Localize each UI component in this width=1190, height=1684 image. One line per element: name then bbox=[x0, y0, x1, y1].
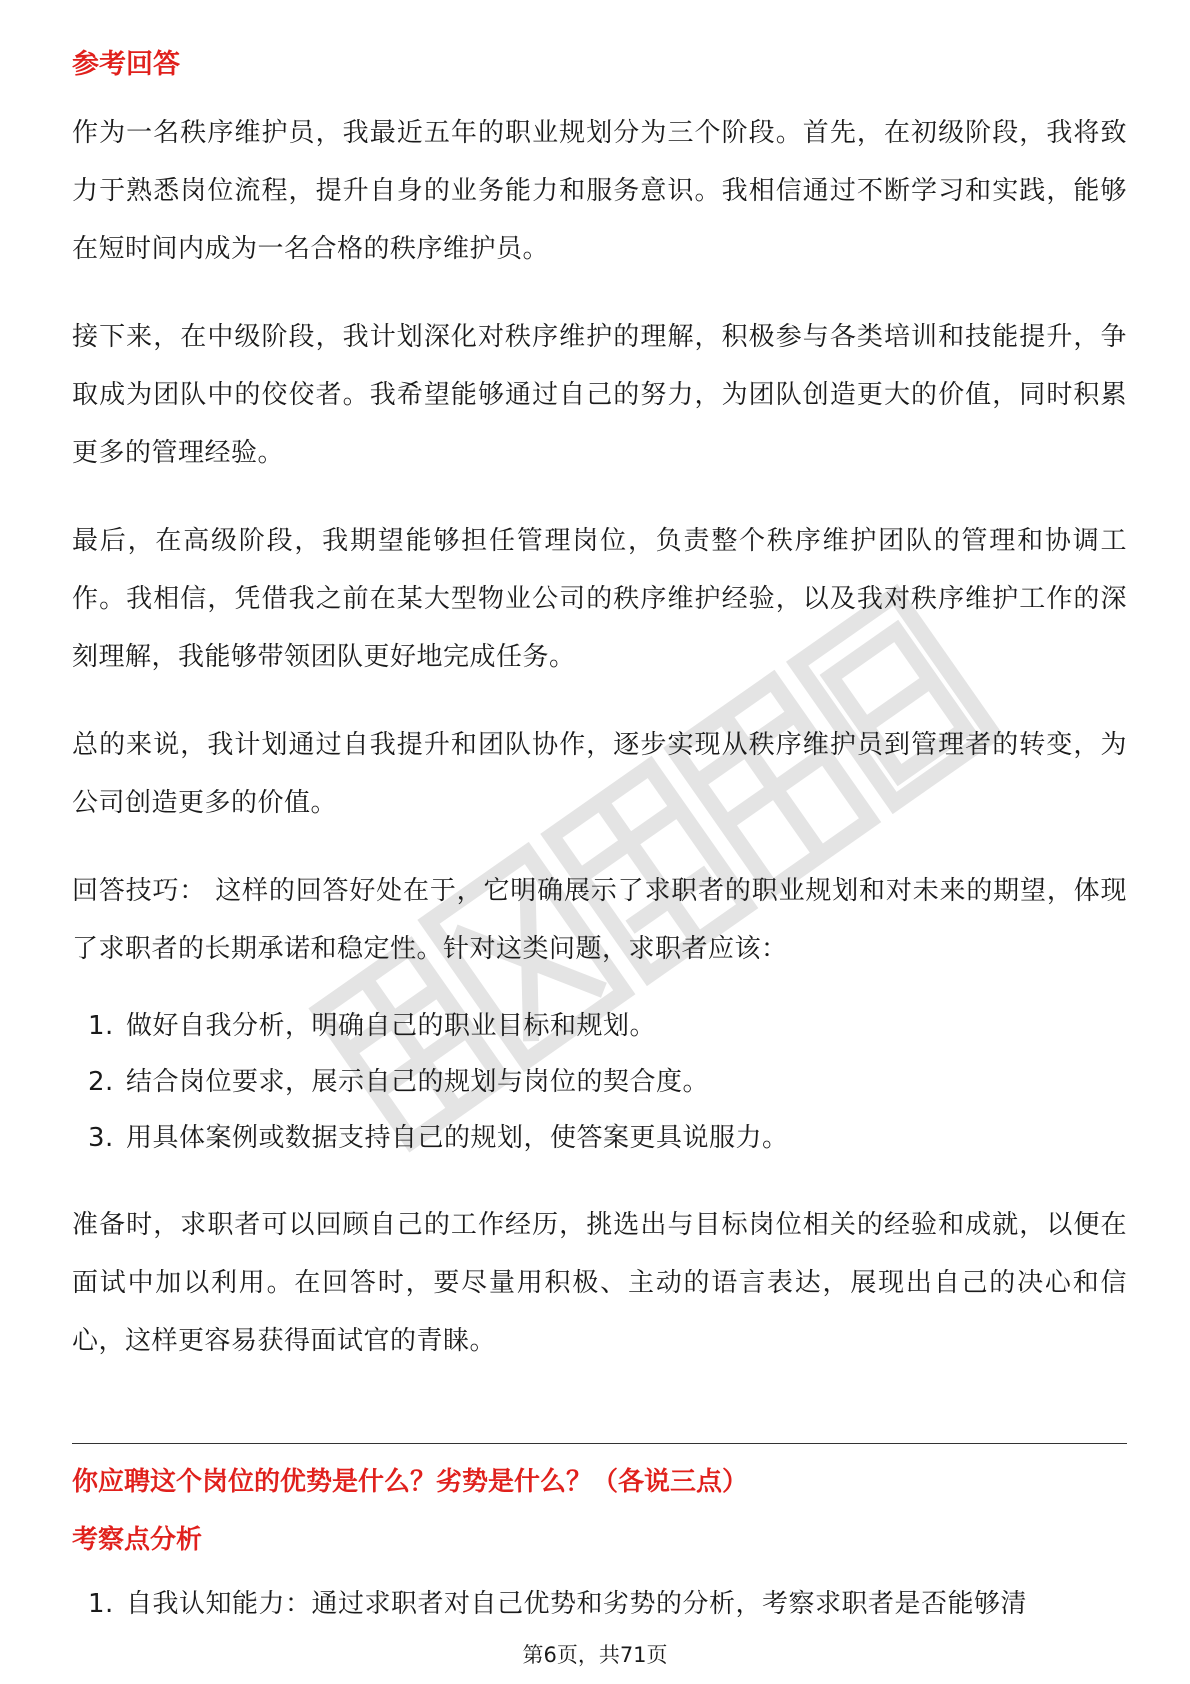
list-item bbox=[72, 1110, 1127, 1166]
tips-paragraph: 回答技巧： 这样的回答好处在于，它明确展示了求职者的职业规划和对未来的期望，体现了求职者的长期承诺和稳定性。针对这类问题，求职者应该： bbox=[72, 876, 1127, 964]
list-item bbox=[72, 1054, 1127, 1110]
analysis-list-item bbox=[88, 1584, 1027, 1624]
list-item-text: 做好自我分析，明确自己的职业目标和规划。 bbox=[126, 1011, 657, 1041]
analysis-heading: 考察点分析 bbox=[72, 1525, 203, 1555]
reference-answer-heading: 参考回答 bbox=[72, 49, 180, 80]
page-number-footer: 第6页，共71页 bbox=[522, 1643, 668, 1667]
answer-paragraph-1: 作为一名秩序维护员，我最近五年的职业规划分为三个阶段。首先，在初级阶段，我将致力于熟悉岗位流程，提升自身的业务能力和服务意识。我相信通过不断学习和实践，能够在短时间内成为一名合格的秩序维护员。 bbox=[72, 118, 1127, 264]
list-item-number: 1. bbox=[88, 1011, 114, 1041]
list-item-text: 自我认知能力：通过求职者对自己优势和劣势的分析，考察求职者是否能够清 bbox=[126, 1589, 1028, 1619]
tips-list bbox=[72, 998, 1127, 1166]
list-item-number: 3. bbox=[88, 1123, 114, 1153]
main-content bbox=[72, 46, 1127, 1370]
list-item-text: 用具体案例或数据支持自己的规划，使答案更具说服力。 bbox=[126, 1123, 789, 1153]
answer-paragraph-3: 最后，在高级阶段，我期望能够担任管理岗位，负责整个秩序维护团队的管理和协调工作。我相信，凭借我之前在某大型物业公司的秩序维护经验，以及我对秩序维护工作的深刻理解，我能够带领团队更好地完成任务。 bbox=[72, 526, 1127, 672]
answer-paragraph-4: 总的来说，我计划通过自我提升和团队协作，逐步实现从秩序维护员到管理者的转变，为公司创造更多的价值。 bbox=[72, 730, 1127, 818]
list-item bbox=[72, 998, 1127, 1054]
list-item-number: 1. bbox=[88, 1589, 114, 1619]
section-divider bbox=[72, 1443, 1127, 1444]
preparation-paragraph: 准备时，求职者可以回顾自己的工作经历，挑选出与目标岗位相关的经验和成就，以便在面试中加以利用。在回答时，要尽量用积极、主动的语言表达，展现出自己的决心和信心，这样更容易获得面试官的青睐。 bbox=[72, 1210, 1127, 1356]
answer-paragraph-2: 接下来，在中级阶段，我计划深化对秩序维护的理解，积极参与各类培训和技能提升，争取成为团队中的佼佼者。我希望能够通过自己的努力，为团队创造更大的价值，同时积累更多的管理经验。 bbox=[72, 322, 1127, 468]
list-item-text: 结合岗位要求，展示自己的规划与岗位的契合度。 bbox=[126, 1067, 710, 1097]
list-item-number: 2. bbox=[88, 1067, 114, 1097]
next-question-heading: 你应聘这个岗位的优势是什么？劣势是什么？（各说三点） bbox=[72, 1467, 749, 1497]
